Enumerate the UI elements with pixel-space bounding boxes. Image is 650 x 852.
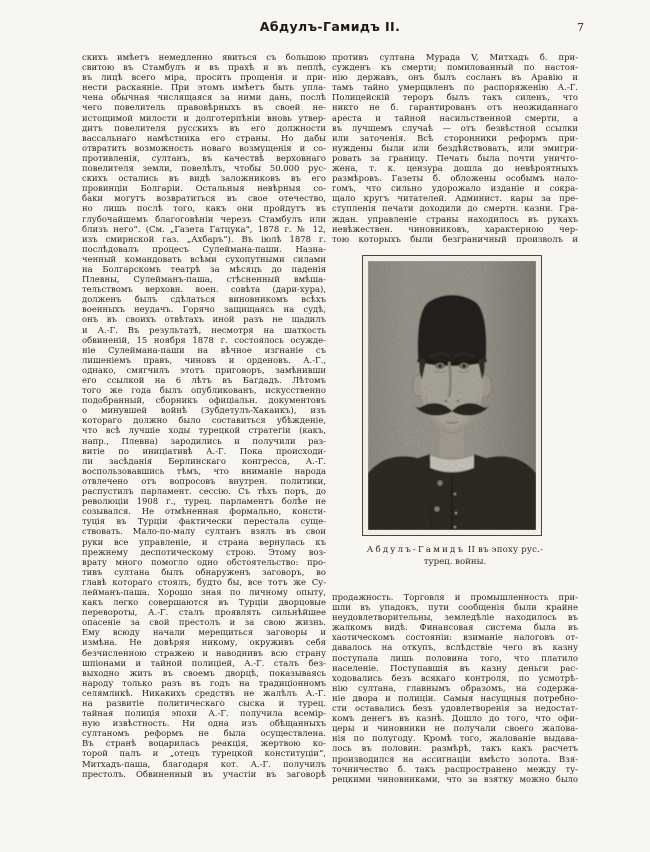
text-line: онъ въ своихъ отвѣтахъ иной разъ не щадилъ: [82, 314, 326, 325]
text-line: церы и чиновники не получали своего жалова-: [332, 723, 578, 734]
text-line: населеніе. Поступавшія въ казну деньги рас-: [332, 662, 578, 673]
text-line: лейманъ-паша. Хорошо зная по личному опыту,: [82, 586, 326, 597]
text-line: Митхадъ-паша, благодаря кот. А.-Г. получилъ: [82, 758, 326, 769]
text-line: руки все управленіе, и страна вернулась къ: [82, 536, 326, 547]
text-line: невѣжествен. чиновниковъ, характерною чер-: [332, 223, 578, 234]
caption-line-1: [332, 545, 578, 557]
text-line: жалкомъ видѣ. Финансовая система была въ: [332, 622, 578, 633]
text-line: ствовать. Мало-по-малу султанъ взялъ въ свои: [82, 526, 326, 537]
text-line: чена обычная числящаяся за ними дань, послѣ: [82, 92, 326, 103]
text-line: военныхъ неудачъ. Горячо защищаясь на судѣ,: [82, 304, 326, 315]
text-line: подобранный, сборникъ офиціальн. документовъ: [82, 395, 326, 406]
text-line: щало кругъ читателей. Админист. кары за пре-: [332, 193, 578, 204]
text-line: Ему всюду начали мерещиться заговоры и: [82, 627, 326, 638]
text-line: точничество б. такъ распространено между ту-: [332, 763, 578, 774]
text-line: ходовались безъ всякаго контроля, по усмотрѣ-: [332, 672, 578, 683]
text-line: ступленія печати доходили до смертн. казни. Гра-: [332, 203, 578, 214]
text-line: тивъ султана былъ обнаруженъ заговоръ, во: [82, 566, 326, 577]
text-line: обвиненій, 15 ноября 1878 г. состоялось осужде-: [82, 334, 326, 345]
text-line: тайная полиція эпохи А.-Г. получила всемір-: [82, 708, 326, 719]
text-line: однако, смягчилъ этотъ приговоръ, замѣнивши: [82, 364, 326, 375]
text-line: отвратить возможность новаго возмущенія и со-: [82, 142, 326, 153]
text-line: провинціи Болгаріи. Остальныя невѣрныя со-: [82, 183, 326, 194]
text-line: жена, т. к. цензура дошла до невѣроятныхъ: [332, 163, 578, 174]
text-line: чего повелитель правовѣрныхъ въ своей не-: [82, 102, 326, 113]
text-line: нію султана, главнымъ образомъ, на содержа-: [332, 682, 578, 693]
text-line: противленія, султанъ, въ качествѣ верховнаго: [82, 152, 326, 163]
text-line: главѣ котораго стоялъ, будто бы, все тотъ же Су-: [82, 576, 326, 587]
text-line: хаотическомъ состояніи: взиманіе налоговъ от-: [332, 632, 578, 643]
text-line: революціи 1908 г., турец. парламентъ болѣе не: [82, 496, 326, 507]
text-line: нія по полугоду. Кромѣ того, жалованіе выдава-: [332, 733, 578, 744]
text-line: выходно жить въ своемъ дворцѣ, показываясь: [82, 667, 326, 678]
text-line: Въ странѣ воцарилась реакція, жертвою ко-: [82, 738, 326, 749]
text-line: дитъ повелителя русскихъ въ его должности: [82, 122, 326, 133]
text-line: давалось на откупъ, вслѣдствіе чего въ казну: [332, 642, 578, 653]
text-line: безчисленною стражею и наводнивъ всю страну: [82, 647, 326, 658]
text-line: лось въ половин. размѣрѣ, такъ какъ расчетъ: [332, 743, 578, 754]
text-line: долженъ былъ сдѣлаться виновникомъ всѣхъ: [82, 294, 326, 305]
text-line: шпіонами и тайной полиціей, А.-Г. сталъ без-: [82, 657, 326, 668]
text-line: ждан. управленіе страны находилось въ рукахъ: [332, 213, 578, 224]
text-line: ніе двора и полиціи. Самыя насущныя потребно-: [332, 692, 578, 703]
text-line: неудовлетворительны, земледѣліе находилось въ: [332, 612, 578, 623]
text-line: сужденъ къ смерти; помилованный по настоя-: [332, 62, 578, 73]
text-line: размѣровъ. Газеты б. обложены особымъ нало-: [332, 173, 578, 184]
text-line: близъ него“. (См. „Газета Гатцука“, 1878 г. № 12,: [82, 223, 326, 234]
text-line: тамъ тайно умерщвленъ по распоряженію А.-Г.: [332, 82, 578, 93]
text-line: послѣдовалъ процесъ Сулеймана-паши. Назна-: [82, 243, 326, 254]
text-line: на Болгарскомъ театрѣ за мѣсяцъ до паденія: [82, 263, 326, 274]
text-line: прежнему деспотическому строю. Этому воз-: [82, 546, 326, 557]
text-line: опасеніе за свой престолъ и за свою жизнь.: [82, 617, 326, 628]
text-line: того же года былъ опубликованъ, искусственно: [82, 385, 326, 396]
text-line: или заточенія. Всѣ сторонники реформъ при-: [332, 132, 578, 143]
text-line: ровать за границу. Печать была почти уничто-: [332, 152, 578, 163]
text-line: перевороты, А.-Г. сталъ проявлять сильнѣйшее: [82, 607, 326, 618]
text-line: ареста и тайной насильственной смерти, а: [332, 112, 578, 123]
portrait-abdul-hamid-image: [368, 261, 536, 530]
text-line: туція въ Турціи фактически перестала суще-: [82, 516, 326, 527]
text-line: торой палъ и „отецъ турецкой конституціи“,: [82, 748, 326, 759]
text-line: ченный командовать всѣми сухопутными силами: [82, 253, 326, 264]
text-line: престолъ. Обвиненный въ участіи въ заговорѣ: [82, 768, 326, 779]
text-line: противъ султана Мурада V, Митхадъ б. при-: [332, 52, 578, 62]
portrait-caption: [332, 545, 578, 568]
text-line: продажность. Торговля и промышленность при-: [332, 592, 578, 602]
text-line: султаномъ реформъ не была осуществлена.: [82, 728, 326, 739]
text-line: шли въ упадокъ, пути сообщенія были крайне: [332, 602, 578, 613]
text-line: нести раскаяніе. При этомъ имѣетъ быть упла-: [82, 82, 326, 93]
text-line: но лишь послѣ того, какъ они пройдутъ въ: [82, 203, 326, 214]
text-line: Полицейскій тероръ былъ такъ силенъ, что: [332, 92, 578, 103]
text-line: созывался. Не отмѣненная формально, консти-: [82, 506, 326, 517]
text-line: измѣна. Не довѣряя никому, окруживъ себя: [82, 637, 326, 648]
text-line: его ссылкой на 6 лѣтъ въ Багдадъ. Лѣтомъ: [82, 375, 326, 385]
text-line: скихъ имѣетъ немедленно явиться съ большою: [82, 52, 326, 62]
text-line: витіе по иниціативѣ А.-Г. Пока происходи-: [82, 445, 326, 456]
text-line: напр., Плевна) зародились и получили раз-: [82, 435, 326, 446]
caption-text: II въ эпоху рус.-: [467, 545, 544, 555]
text-line: производился на ассигнаціи вмѣсто золота. Взя-: [332, 753, 578, 764]
text-line: повелителя земли, повелѣлъ, чтобы 50.000 рус-: [82, 163, 326, 174]
text-line: рецкими чиновниками, что за взятку можно было: [332, 773, 578, 784]
text-line: въ лучшемъ случаѣ — отъ безвѣстной ссылки: [332, 122, 578, 133]
left-text-column: [82, 52, 326, 779]
text-line: лишеніемъ правъ, чиновъ и орденовъ. А.-Г.,: [82, 354, 326, 365]
page-number: 7: [577, 21, 584, 34]
text-line: скихъ остались въ видѣ заложниковъ въ его: [82, 173, 326, 184]
text-line: и А.-Г. Въ результатѣ, несмотря на шаткость: [82, 324, 326, 335]
caption-subject-name: Абдулъ-Гамидъ: [366, 545, 466, 555]
text-line: селямликѣ. Никакихъ средствъ не жалѣлъ А.-Г.: [82, 687, 326, 698]
caption-line-2: турец. войны.: [423, 556, 487, 567]
text-line: народу только разъ въ годъ на традиціонномъ: [82, 677, 326, 688]
text-line: баки могутъ возвратиться въ свое отечество,: [82, 193, 326, 204]
text-line: отвлечено отъ вопросовъ внутрен. политики,: [82, 475, 326, 486]
right-text-column-bottom: [332, 592, 578, 784]
text-line: воспользовавшись тѣмъ, что вниманіе народа: [82, 465, 326, 476]
portrait-figure: [362, 255, 542, 536]
text-line: нію державъ, онъ былъ сосланъ въ Аравію и: [332, 72, 578, 83]
text-line: тельствомъ верховн. воен. совѣта (дари-хура),: [82, 284, 326, 295]
text-line: поступала лишь половина того, что платило: [332, 652, 578, 663]
text-line: глубочайшемъ благоговѣніи черезъ Стамбулъ или: [82, 213, 326, 224]
right-text-column-top: [332, 52, 578, 244]
text-line: въ лицѣ всего міра, просить прощенія и при-: [82, 72, 326, 83]
text-line: гомъ, что сильно удорожало изданіе и сокра-: [332, 183, 578, 194]
text-line: никто не б. гарантированъ отъ неожиданнаго: [332, 102, 578, 113]
text-line: Плевны, Сулейманъ-паша, стѣсненный вмѣша-: [82, 274, 326, 285]
text-line: свитою въ Стамбулъ и въ прахѣ и въ пеплѣ,: [82, 62, 326, 73]
text-line: вассальнаго намѣстника его страны. Но дабы: [82, 132, 326, 143]
text-line: что всѣ лучшіе ходы турецкой стратегіи (какъ,: [82, 425, 326, 436]
text-line: ли засѣданія Берлинскаго конгресса, А.-Г.: [82, 455, 326, 466]
text-line: сти оставались безъ удовлетворенія за недостат-: [332, 703, 578, 714]
text-line: истощимой милости и долготерпѣніи вновь утвер-: [82, 112, 326, 123]
text-line: тою которыхъ были безграничный произволъ и: [332, 233, 578, 244]
text-line: изъ смирнской газ. „Ахбаръ“). Въ іюлѣ 1878 г.: [82, 233, 326, 244]
text-line: ніе Сулеймана-паши на вѣчное изгнаніе съ: [82, 344, 326, 355]
text-line: распустилъ парламент. сессію. Съ тѣхъ поръ, до: [82, 486, 326, 497]
text-line: врату много помогло одно обстоятельство: про-: [82, 556, 326, 567]
text-line: нуждены были или бездѣйствовать, или эмигри-: [332, 142, 578, 153]
text-line: о минувшей войнѣ (Зубдетулъ-Хакаикъ), изъ: [82, 405, 326, 416]
text-line: на развитіе политическаго сыска и турец.: [82, 698, 326, 708]
text-line: комъ денегъ въ казнѣ. Дошло до того, что офи-: [332, 713, 578, 724]
article-header-title: Абдулъ-Гамидъ II.: [259, 19, 401, 34]
text-line: котораго должно было составиться убѣжденіе,: [82, 415, 326, 426]
text-line: какъ легко совершаются въ Турціи дворцовые: [82, 597, 326, 608]
text-line: ную извѣстность. Ни одна изъ обѣщанныхъ: [82, 718, 326, 729]
portrait-frame: [362, 255, 542, 536]
